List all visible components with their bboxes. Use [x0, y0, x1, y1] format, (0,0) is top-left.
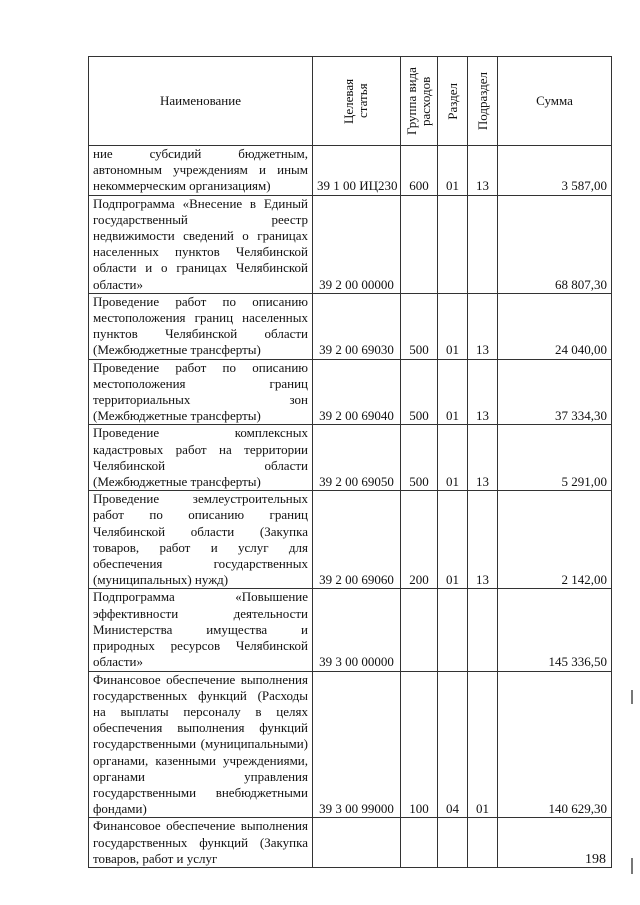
row-sum: 37 334,30 [498, 359, 612, 425]
row-section: 01 [438, 425, 468, 491]
header-target-article-cell [313, 57, 401, 146]
row-target-article: 39 2 00 69030 [313, 293, 401, 359]
row-name: Проведение землеустроительных работ по описанию границ Челябинской области (Закупка товаров, работ и услуг для обеспечения государственных (муниципальных) нужд) [89, 491, 313, 589]
row-name: Подпрограмма «Внесение в Единый государственный реестр недвижимости сведений о границах населенных пунктов Челябинской области и о границах Челябинской области» [89, 195, 313, 293]
row-expense-group [401, 818, 438, 868]
row-section: 01 [438, 293, 468, 359]
row-subsection: 13 [468, 359, 498, 425]
row-subsection [468, 195, 498, 293]
table-row [89, 491, 612, 589]
row-expense-group [401, 589, 438, 671]
row-target-article: 39 2 00 69060 [313, 491, 401, 589]
table-row [89, 359, 612, 425]
row-expense-group: 500 [401, 293, 438, 359]
row-name: Проведение комплексных кадастровых работ на территории Челябинской области (Межбюджетные трансферты) [89, 425, 313, 491]
row-expense-group: 200 [401, 491, 438, 589]
row-name: Проведение работ по описанию местоположения границ территориальных зон (Межбюджетные трансферты) [89, 359, 313, 425]
row-target-article: 39 2 00 69050 [313, 425, 401, 491]
row-subsection [468, 589, 498, 671]
row-section: 04 [438, 671, 468, 818]
row-target-article [313, 818, 401, 868]
row-subsection: 13 [468, 491, 498, 589]
row-sum: 140 629,30 [498, 671, 612, 818]
header-sum: Сумма [498, 57, 612, 146]
row-target-article: 39 2 00 00000 [313, 195, 401, 293]
row-name: Проведение работ по описанию местоположения границ населенных пунктов Челябинской области (Межбюджетные трансферты) [89, 293, 313, 359]
table-row [89, 195, 612, 293]
row-section [438, 818, 468, 868]
row-expense-group: 100 [401, 671, 438, 818]
row-name: Финансовое обеспечение выполнения государственных функций (Закупка товаров, работ и услуг [89, 818, 313, 868]
header-subsection-cell [468, 57, 498, 146]
scan-edge-mark [631, 858, 633, 874]
row-sum: 5 291,00 [498, 425, 612, 491]
row-subsection: 01 [468, 671, 498, 818]
page-number: 198 [585, 852, 606, 867]
row-subsection [468, 818, 498, 868]
row-section [438, 195, 468, 293]
row-subsection: 13 [468, 146, 498, 196]
row-expense-group: 500 [401, 359, 438, 425]
row-name: ние субсидий бюджетным, автономным учреждениям и иным некоммерческим организациям) [89, 146, 313, 196]
row-name: Финансовое обеспечение выполнения государственных функций (Расходы на выплаты персоналу в целях обеспечения выполнения функций государственными (муниципальными) органами, казенными учреждениями, органами управления государственными внебюджетными фондами) [89, 671, 313, 818]
table-row [89, 146, 612, 196]
budget-table [88, 56, 612, 868]
row-section: 01 [438, 491, 468, 589]
header-target-article: Целевая статья [340, 78, 370, 124]
row-target-article: 39 2 00 69040 [313, 359, 401, 425]
header-section-cell [438, 57, 468, 146]
header-section: Раздел [444, 82, 460, 120]
header-expense-group-cell [401, 57, 438, 146]
table-row [89, 293, 612, 359]
row-expense-group [401, 195, 438, 293]
row-sum: 145 336,50 [498, 589, 612, 671]
row-sum: 24 040,00 [498, 293, 612, 359]
table-header-row [89, 57, 612, 146]
table-row [89, 671, 612, 818]
row-subsection: 13 [468, 293, 498, 359]
row-target-article: 39 3 00 99000 [313, 671, 401, 818]
row-subsection: 13 [468, 425, 498, 491]
row-sum: 2 142,00 [498, 491, 612, 589]
row-sum: 68 807,30 [498, 195, 612, 293]
table-row [89, 818, 612, 868]
header-expense-group: Группа вида расходов [404, 67, 433, 135]
row-section [438, 589, 468, 671]
table-row [89, 425, 612, 491]
row-sum: 3 587,00 [498, 146, 612, 196]
header-name: Наименование [89, 57, 313, 146]
row-target-article: 39 1 00 ИЦ230 [313, 146, 401, 196]
row-section: 01 [438, 146, 468, 196]
header-subsection: Подраздел [474, 71, 490, 131]
row-expense-group: 600 [401, 146, 438, 196]
row-section: 01 [438, 359, 468, 425]
row-target-article: 39 3 00 00000 [313, 589, 401, 671]
scan-edge-mark [631, 690, 633, 704]
table-row [89, 589, 612, 671]
row-expense-group: 500 [401, 425, 438, 491]
row-name: Подпрограмма «Повышение эффективности деятельности Министерства имущества и природных ресурсов Челябинской области» [89, 589, 313, 671]
